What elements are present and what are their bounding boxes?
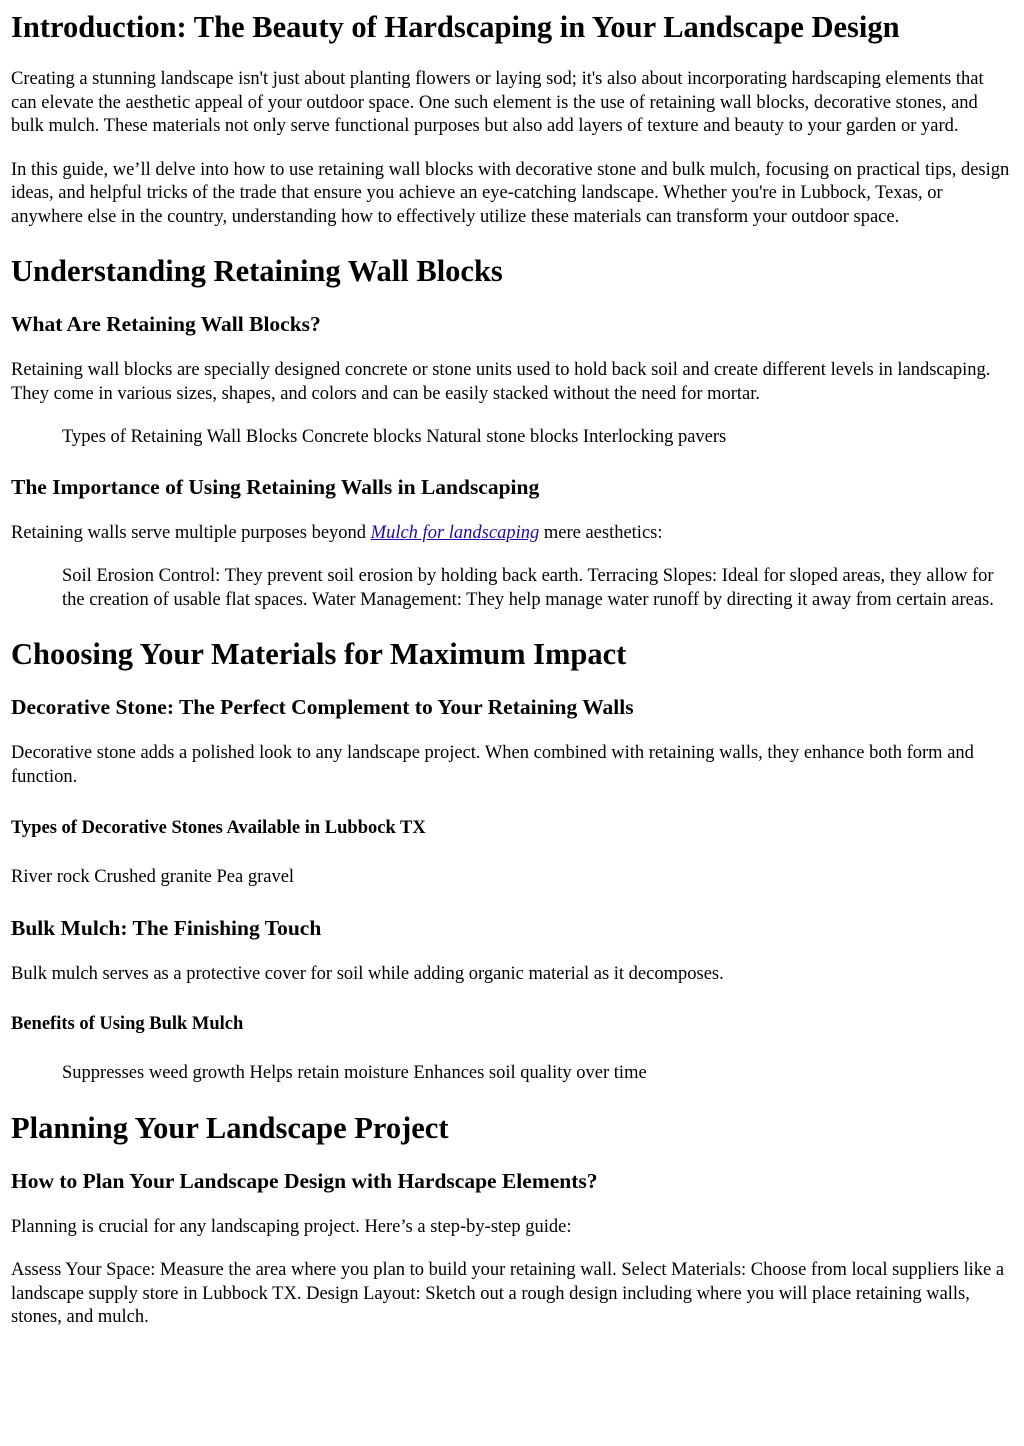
block-types-list: Types of Retaining Wall Blocks Concrete blocks Natural stone blocks Interlocking pavers [62, 427, 727, 447]
mulch-for-landscaping-link[interactable]: Mulch for landscaping [370, 522, 540, 543]
materials-heading: Choosing Your Materials for Maximum Impact [11, 637, 627, 671]
what-are-paragraph: Retaining wall blocks are specially designed concrete or stone units used to hold back soil and create different levels in landscaping. They come in various sizes, shapes, and colors and can be easily stacked without the need for mortar. [11, 360, 991, 404]
stone-types-paragraph: River rock Crushed granite Pea gravel [11, 867, 295, 887]
intro-paragraph-1: Creating a stunning landscape isn't just about planting flowers or laying sod; it's also about incorporating hardscaping elements that can elevate the aesthetic appeal of your outdoor space. One such element is the use of retaining wall blocks, decorative stones, and bulk mulch. These materials not only serve functional purposes but also add layers of texture and beauty to your garden or yard. [11, 69, 984, 136]
planning-heading: Planning Your Landscape Project [11, 1110, 449, 1145]
bulk-mulch-heading: Bulk Mulch: The Finishing Touch [11, 915, 322, 940]
decorative-stone-heading: Decorative Stone: The Perfect Complement to Your Retaining Walls [11, 695, 634, 719]
how-to-plan-paragraph: Planning is crucial for any landscaping project. Here’s a step-by-step guide: [11, 1216, 572, 1237]
importance-text-after: mere aesthetics: [539, 522, 663, 543]
decorative-stone-paragraph: Decorative stone adds a polished look to any landscape project. When combined with retaining walls, they enhance both form and function. [11, 743, 974, 787]
importance-heading: The Importance of Using Retaining Walls in Landscaping [11, 474, 540, 499]
importance-text-before: Retaining walls serve multiple purposes beyond [11, 522, 371, 543]
how-to-plan-heading: How to Plan Your Landscape Design with Hardscape Elements? [11, 1168, 598, 1193]
planning-steps-paragraph: Assess Your Space: Measure the area where you plan to build your retaining wall. Select Materials: Choose from local suppliers like a landscape supply store in Lubbock TX. Design Layout: Sketch out a rough design including where you will place retaining walls, stones, and mulch. [11, 1260, 1005, 1327]
mulch-benefits-heading: Benefits of Using Bulk Mulch [11, 1014, 244, 1034]
intro-paragraph-2: In this guide, we’ll delve into how to use retaining wall blocks with decorative stone and bulk mulch, focusing on practical tips, design ideas, and helpful tricks of the trade that ensure you achieve an eye-catching landscape. Whether you're in Lubbock, Texas, or anywhere else in the country, understanding how to effectively utilize these materials can transform your outdoor space. [11, 159, 1010, 227]
intro-heading: Introduction: The Beauty of Hardscaping in Your Landscape Design [11, 10, 900, 44]
understanding-heading: Understanding Retaining Wall Blocks [11, 254, 503, 288]
bulk-mulch-paragraph: Bulk mulch serves as a protective cover for soil while adding organic material as it decomposes. [11, 963, 724, 984]
what-are-heading: What Are Retaining Wall Blocks? [11, 312, 321, 336]
stone-types-heading: Types of Decorative Stones Available in Lubbock TX [11, 818, 426, 838]
importance-paragraph [11, 522, 1012, 546]
mulch-benefits-list: Suppresses weed growth Helps retain moisture Enhances soil quality over time [62, 1063, 647, 1083]
purposes-list: Soil Erosion Control: They prevent soil erosion by holding back earth. Terracing Slopes: Ideal for sloped areas, they allow for the creation of usable flat spaces. Water Management: They help manage water runoff by directing it away from certain areas. [62, 566, 994, 610]
